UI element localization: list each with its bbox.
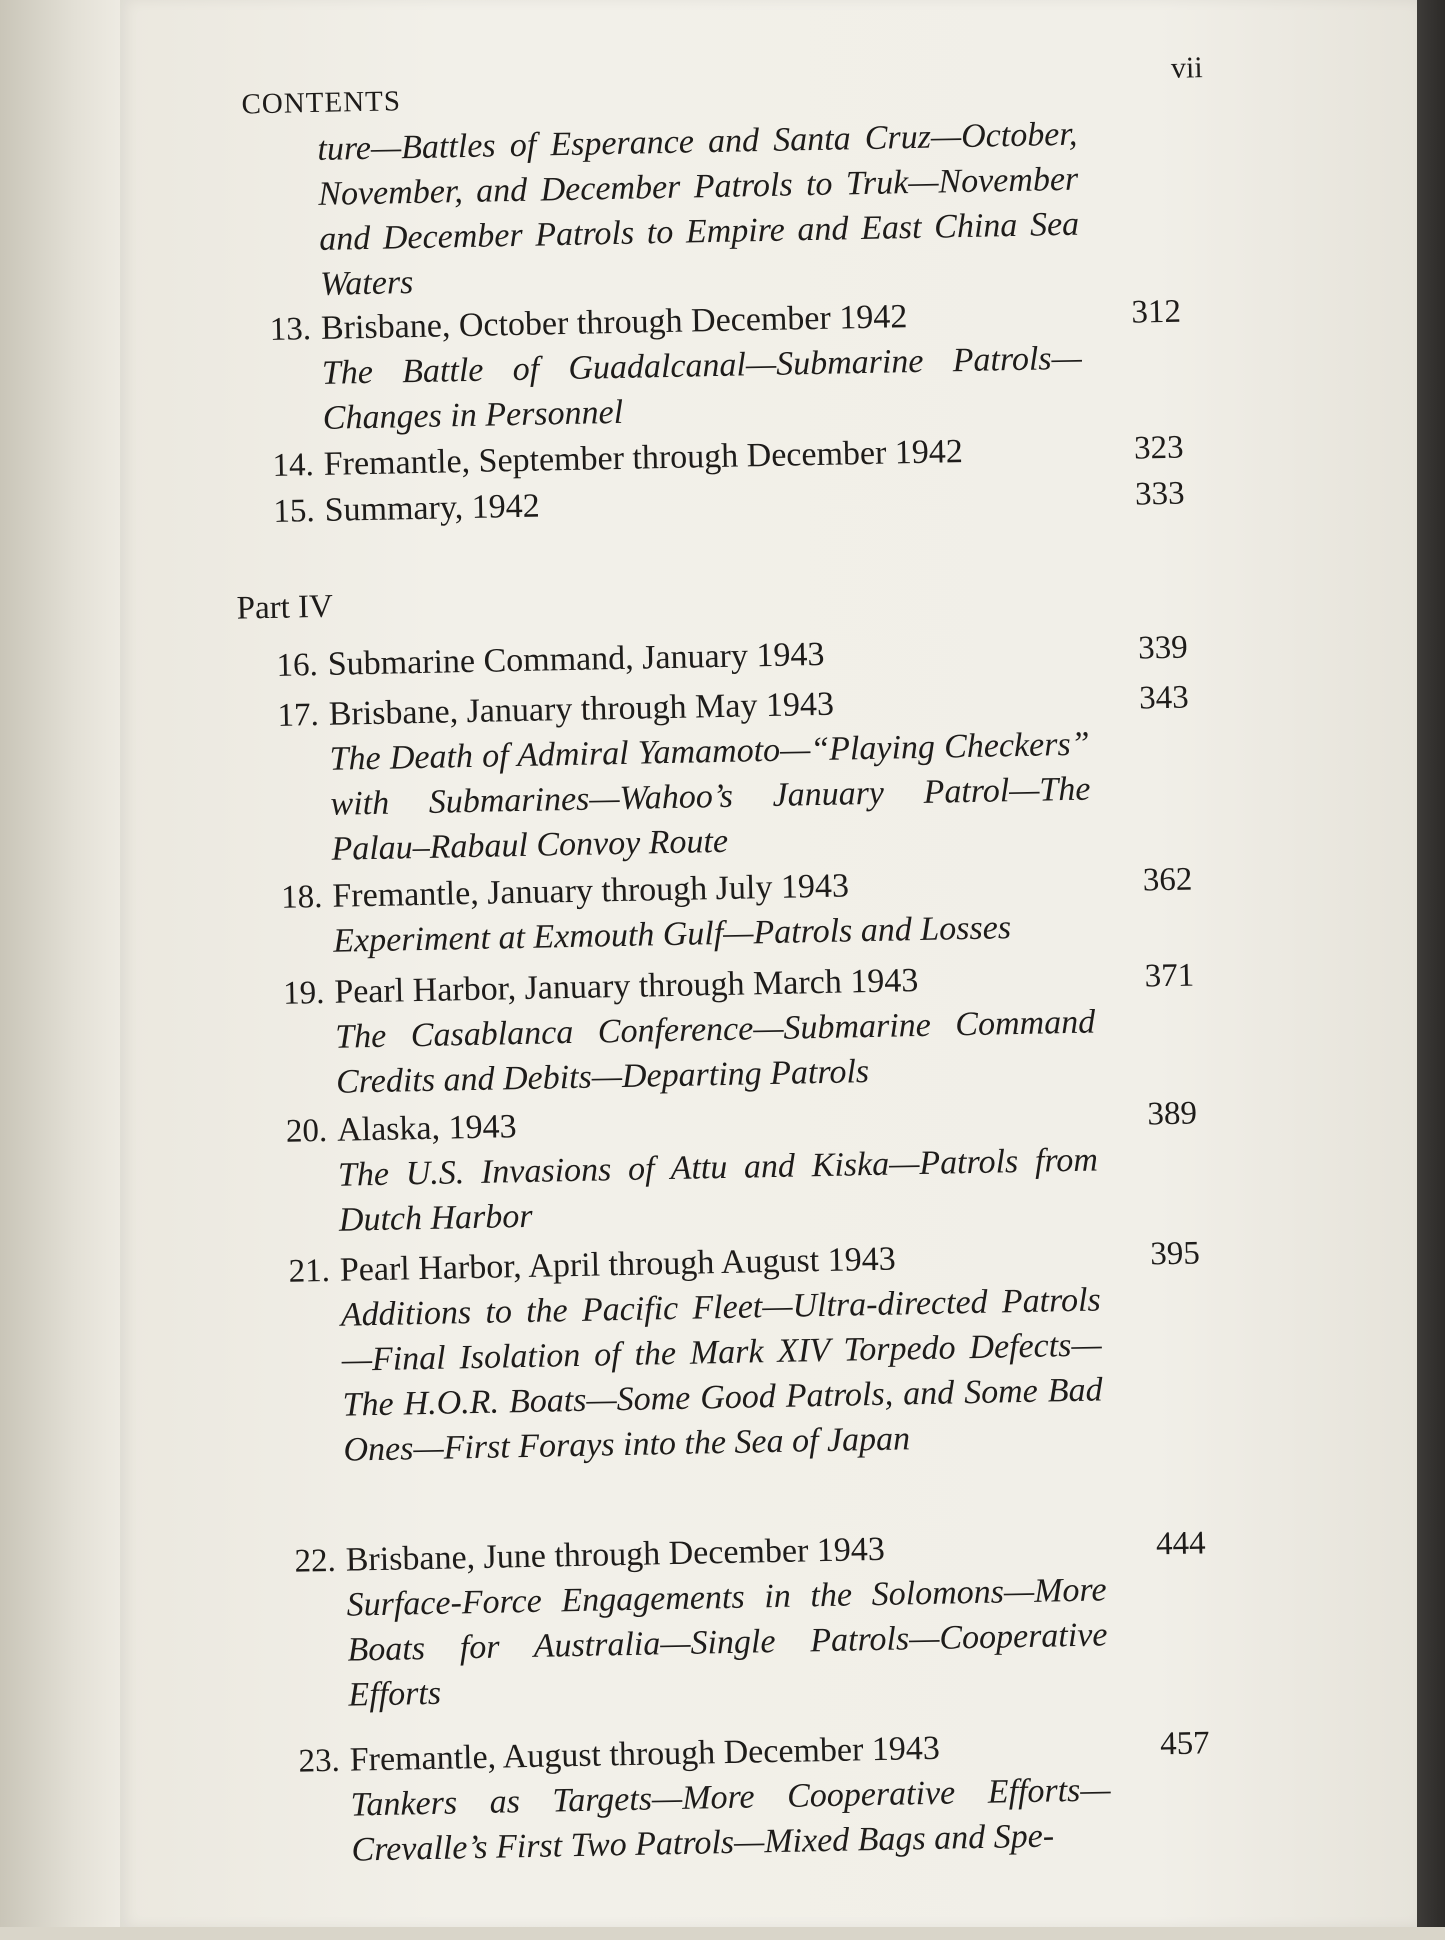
- entry-page: 389: [1147, 1095, 1198, 1133]
- running-head: CONTENTS: [241, 85, 402, 121]
- entry-page: 323: [1133, 429, 1184, 467]
- entry-subtitle: Experiment at Exmouth Gulf—Patrols and Losses: [332, 909, 1012, 960]
- entry-page: 444: [1155, 1525, 1206, 1563]
- entry-title: Pearl Harbor, April through August 1943: [339, 1240, 897, 1289]
- entry-page: 333: [1134, 475, 1185, 513]
- entry-title: Submarine Command, January 1943: [327, 635, 825, 683]
- entry-subtitle: ture—Battles of Esperance and Santa Cruz—October, November, and December Patrols to Truk—November and December Patrols to Empire and East China Sea Waters: [317, 115, 1080, 303]
- entry-number: 14.: [272, 447, 315, 484]
- toc-entry: [245, 1521, 1245, 1714]
- entry-number: 21.: [288, 1252, 331, 1290]
- entry-subtitle: The Casablanca Conference—Submarine Command Credits and Debits—Departing Patrols: [334, 1003, 1096, 1101]
- entry-number: 17.: [277, 697, 320, 734]
- entry-subtitle: Additions to the Pacific Fleet—Ultra-directed Patrols—Final Isolation of the Mark XIV Torpedo Defects—The H.O.R. Boats—Some Good Patrols, and Some Bad Ones—First Forays into the Sea of Japan: [340, 1281, 1103, 1469]
- entry-title: Fremantle, January through July 1943: [332, 867, 850, 915]
- entry-subtitle: Surface-Force Engagements in the Solomons—More Boats for Australia—Single Patrols—Cooperative Efforts: [346, 1571, 1108, 1714]
- entry-title: Fremantle, September through December 1942: [323, 433, 964, 483]
- entry-title: Brisbane, October through December 1942: [320, 298, 908, 347]
- entry-page: 339: [1137, 629, 1188, 667]
- entry-number: 23.: [298, 1742, 341, 1780]
- entry-subtitle: Tankers as Targets—More Cooperative Efforts—Crevalle’s First Two Patrols—Mixed Bags and Spe-: [350, 1771, 1111, 1869]
- part-heading: Part IV: [236, 588, 334, 627]
- entry-title: Pearl Harbor, January through March 1943: [333, 962, 919, 1011]
- entry-page: 457: [1159, 1725, 1210, 1763]
- entry-subtitle: The U.S. Invasions of Attu and Kiska—Patrols from Dutch Harbor: [337, 1141, 1099, 1239]
- entry-title: Alaska, 1943: [336, 1108, 517, 1149]
- entry-page: 362: [1142, 861, 1193, 899]
- entry-number: 16.: [276, 647, 319, 684]
- entry-page: 395: [1149, 1235, 1201, 1273]
- book-gutter: [0, 0, 125, 1927]
- entry-title: Brisbane, January through May 1943: [328, 685, 835, 733]
- entry-subtitle: The Battle of Guadalcanal—Submarine Patrols—Changes in Personnel: [321, 339, 1083, 437]
- entry-title: Brisbane, June through December 1943: [345, 1530, 886, 1579]
- entry-number: 20.: [285, 1112, 328, 1150]
- entry-page: 371: [1144, 957, 1195, 995]
- entry-page: 343: [1138, 679, 1189, 717]
- entry-title: Summary, 1942: [324, 487, 541, 529]
- toc-entry: [249, 1721, 1249, 1869]
- entry-page: 312: [1131, 293, 1182, 331]
- entry-number: 19.: [282, 974, 325, 1012]
- contents-page-text: [105, 0, 1440, 1940]
- entry-number: 13.: [269, 311, 312, 348]
- toc-entry: [227, 625, 1227, 684]
- book-page: [120, 0, 1417, 1927]
- entry-number: 15.: [273, 493, 316, 530]
- entry-number: 18.: [280, 878, 323, 916]
- entry-title: Fremantle, August through December 1943: [349, 1729, 941, 1779]
- page-number: vii: [1170, 51, 1203, 85]
- entry-subtitle: The Death of Admiral Yamamoto—“Playing Checkers” with Submarines—Wahoo’s January Patrol—The Palau–Rabaul Convoy Route: [329, 725, 1091, 868]
- entry-number: 22.: [294, 1542, 337, 1580]
